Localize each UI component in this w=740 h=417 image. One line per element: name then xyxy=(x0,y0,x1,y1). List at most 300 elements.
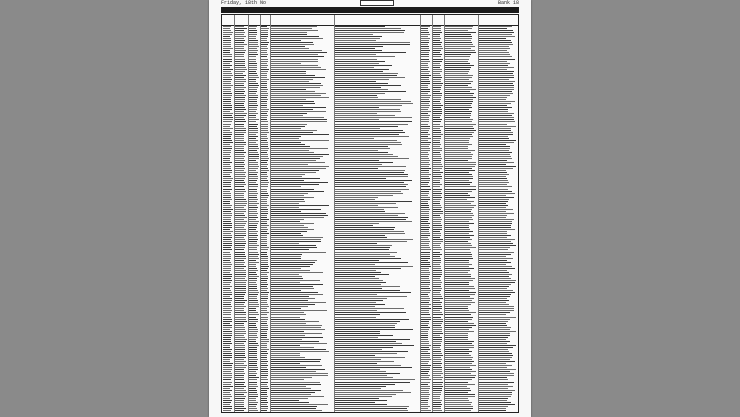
table-cell xyxy=(223,195,231,196)
table-cell xyxy=(433,229,442,230)
table-cell xyxy=(421,87,428,88)
table-cell xyxy=(445,363,472,364)
table-cell xyxy=(335,193,403,194)
table-cell xyxy=(421,182,429,183)
table-cell xyxy=(271,124,307,125)
table-cell xyxy=(235,335,244,336)
table-cell xyxy=(335,83,388,84)
table-cell xyxy=(479,252,514,253)
table-cell xyxy=(445,150,475,151)
table-cell xyxy=(235,101,245,102)
table-cell xyxy=(335,249,389,250)
table-cell xyxy=(479,357,512,358)
table-cell xyxy=(433,221,441,222)
table-cell xyxy=(261,225,269,226)
table-cell xyxy=(479,351,509,352)
table-cell xyxy=(223,304,231,305)
table-cell xyxy=(445,42,472,43)
table-cell xyxy=(421,252,430,253)
table-cell xyxy=(249,132,258,133)
table-cell xyxy=(421,227,430,228)
table-cell xyxy=(235,95,246,96)
table-cell xyxy=(261,180,268,181)
table-cell xyxy=(479,42,512,43)
table-cell xyxy=(335,180,412,181)
table-cell xyxy=(421,119,429,120)
table-cell xyxy=(335,113,377,114)
table-cell xyxy=(445,142,469,143)
table-cell xyxy=(479,272,509,273)
table-cell xyxy=(421,126,430,127)
table-cell xyxy=(261,101,267,102)
table-cell xyxy=(335,87,381,88)
table-cell xyxy=(479,217,506,218)
table-cell xyxy=(235,404,244,405)
table-cell xyxy=(445,119,473,120)
table-cell xyxy=(421,205,429,206)
table-cell xyxy=(335,138,374,139)
table-cell xyxy=(433,371,442,372)
table-cell xyxy=(479,276,509,277)
table-cell xyxy=(445,209,472,210)
table-cell xyxy=(271,398,308,399)
table-cell xyxy=(223,308,231,309)
table-cell xyxy=(421,266,431,267)
table-cell xyxy=(249,97,258,98)
table-cell xyxy=(433,284,441,285)
table-cell xyxy=(421,312,429,313)
table-cell xyxy=(335,317,376,318)
table-cell xyxy=(261,176,268,177)
table-cell xyxy=(261,390,267,391)
table-cell xyxy=(445,146,468,147)
table-cell xyxy=(261,191,267,192)
table-cell xyxy=(271,195,304,196)
table-cell xyxy=(445,144,472,145)
table-cell xyxy=(421,351,428,352)
table-cell xyxy=(261,400,267,401)
table-cell xyxy=(479,178,507,179)
table-cell xyxy=(271,258,301,259)
table-cell xyxy=(445,48,471,49)
table-cell xyxy=(261,174,267,175)
table-cell xyxy=(261,243,267,244)
table-cell xyxy=(249,99,257,100)
table-cell xyxy=(445,345,474,346)
table-cell xyxy=(445,390,471,391)
table-cell xyxy=(223,73,232,74)
table-cell xyxy=(445,361,474,362)
table-cell xyxy=(249,172,258,173)
table-cell xyxy=(261,237,267,238)
table-cell xyxy=(223,337,231,338)
table-cell xyxy=(271,180,304,181)
table-cell xyxy=(433,406,441,407)
table-cell xyxy=(479,345,516,346)
table-cell xyxy=(249,390,257,391)
table-cell xyxy=(249,386,258,387)
table-cell xyxy=(335,89,388,90)
table-cell xyxy=(433,124,440,125)
table-cell xyxy=(223,339,231,340)
table-cell xyxy=(271,184,319,185)
table-cell xyxy=(433,113,442,114)
table-cell xyxy=(335,134,399,135)
table-cell xyxy=(421,306,429,307)
table-cell xyxy=(235,36,246,37)
table-cell xyxy=(249,59,256,60)
table-cell xyxy=(479,156,511,157)
table-cell xyxy=(261,65,268,66)
table-cell xyxy=(235,377,244,378)
table-cell xyxy=(223,180,232,181)
table-cell xyxy=(249,197,257,198)
table-cell xyxy=(261,71,268,72)
table-cell xyxy=(223,44,231,45)
table-cell xyxy=(479,32,514,33)
column-divider xyxy=(248,15,249,412)
table-cell xyxy=(433,195,441,196)
table-cell xyxy=(421,223,430,224)
table-cell xyxy=(271,377,312,378)
table-cell xyxy=(479,26,512,27)
table-cell xyxy=(335,217,408,218)
table-cell xyxy=(271,144,305,145)
table-cell xyxy=(421,160,430,161)
table-cell xyxy=(235,107,245,108)
table-cell xyxy=(335,274,389,275)
table-cell xyxy=(445,211,471,212)
table-cell xyxy=(235,215,245,216)
table-cell xyxy=(421,148,430,149)
table-cell xyxy=(223,321,232,322)
table-cell xyxy=(433,359,442,360)
table-cell xyxy=(335,40,376,41)
table-cell xyxy=(335,254,390,255)
table-cell xyxy=(223,170,232,171)
table-cell xyxy=(235,61,245,62)
table-cell xyxy=(445,300,472,301)
table-cell xyxy=(479,231,507,232)
table-cell xyxy=(421,170,429,171)
table-cell xyxy=(223,365,232,366)
table-cell xyxy=(249,292,259,293)
table-cell xyxy=(223,254,231,255)
table-cell xyxy=(335,195,393,196)
table-cell xyxy=(261,209,268,210)
table-cell xyxy=(479,353,512,354)
table-cell xyxy=(249,280,257,281)
table-cell xyxy=(433,282,442,283)
table-cell xyxy=(433,237,440,238)
table-cell xyxy=(335,71,383,72)
table-cell xyxy=(223,396,232,397)
table-cell xyxy=(433,231,440,232)
table-cell xyxy=(445,288,475,289)
table-cell xyxy=(421,308,431,309)
table-cell xyxy=(271,361,320,362)
table-cell xyxy=(271,61,318,62)
table-cell xyxy=(271,239,321,240)
table-cell xyxy=(223,134,232,135)
table-cell xyxy=(223,349,232,350)
table-cell xyxy=(479,371,510,372)
table-cell xyxy=(249,379,257,380)
table-cell xyxy=(235,113,247,114)
table-cell xyxy=(335,373,400,374)
table-cell xyxy=(249,225,257,226)
table-cell xyxy=(433,63,440,64)
table-cell xyxy=(479,174,509,175)
table-cell xyxy=(479,298,507,299)
table-cell xyxy=(433,73,440,74)
table-cell xyxy=(421,302,429,303)
table-cell xyxy=(235,258,246,259)
table-cell xyxy=(261,298,268,299)
table-cell xyxy=(271,294,323,295)
table-cell xyxy=(445,138,470,139)
table-cell xyxy=(479,95,510,96)
table-cell xyxy=(445,270,470,271)
table-cell xyxy=(249,314,259,315)
table-cell xyxy=(249,400,256,401)
table-cell xyxy=(271,369,325,370)
table-cell xyxy=(421,339,428,340)
table-cell xyxy=(445,197,475,198)
table-cell xyxy=(335,241,407,242)
table-cell xyxy=(223,79,232,80)
table-cell xyxy=(421,408,428,409)
table-cell xyxy=(249,302,258,303)
table-cell xyxy=(249,337,258,338)
table-cell xyxy=(335,56,395,57)
table-cell xyxy=(261,130,268,131)
table-cell xyxy=(271,174,305,175)
table-cell xyxy=(235,144,246,145)
table-cell xyxy=(479,225,511,226)
table-cell xyxy=(433,375,441,376)
table-cell xyxy=(271,38,323,39)
table-cell xyxy=(433,308,442,309)
table-cell xyxy=(421,52,429,53)
table-cell xyxy=(223,117,233,118)
table-cell xyxy=(223,404,230,405)
table-cell xyxy=(235,199,246,200)
table-cell xyxy=(271,231,307,232)
table-cell xyxy=(235,254,245,255)
table-cell xyxy=(445,314,471,315)
table-cell xyxy=(335,388,381,389)
table-cell xyxy=(335,270,376,271)
table-cell xyxy=(421,270,429,271)
table-cell xyxy=(223,207,231,208)
table-cell xyxy=(421,152,428,153)
table-cell xyxy=(223,138,231,139)
table-cell xyxy=(271,164,308,165)
table-cell xyxy=(223,38,231,39)
table-cell xyxy=(445,406,473,407)
table-cell xyxy=(271,119,327,120)
table-cell xyxy=(235,357,246,358)
table-cell xyxy=(223,203,230,204)
table-cell xyxy=(479,219,514,220)
table-cell xyxy=(249,384,257,385)
table-cell xyxy=(433,121,441,122)
table-cell xyxy=(445,130,476,131)
table-cell xyxy=(433,252,440,253)
document-page[interactable] xyxy=(209,0,531,417)
table-cell xyxy=(445,30,468,31)
table-cell xyxy=(335,268,401,269)
table-cell xyxy=(421,201,428,202)
table-cell xyxy=(261,304,268,305)
table-cell xyxy=(433,170,440,171)
table-cell xyxy=(271,75,315,76)
table-cell xyxy=(421,150,430,151)
table-cell xyxy=(271,371,316,372)
table-cell xyxy=(479,158,512,159)
table-cell xyxy=(445,392,468,393)
table-cell xyxy=(261,398,267,399)
table-cell xyxy=(249,264,256,265)
table-cell xyxy=(223,119,233,120)
table-cell xyxy=(421,310,429,311)
table-cell xyxy=(249,329,258,330)
table-cell xyxy=(261,325,268,326)
table-cell xyxy=(433,331,442,332)
table-cell xyxy=(433,225,442,226)
table-cell xyxy=(445,180,469,181)
table-cell xyxy=(271,254,302,255)
table-cell xyxy=(261,166,267,167)
table-cell xyxy=(235,304,244,305)
table-cell xyxy=(445,140,469,141)
table-cell xyxy=(249,160,256,161)
table-cell xyxy=(421,345,431,346)
table-cell xyxy=(235,174,245,175)
table-cell xyxy=(249,85,259,86)
table-cell xyxy=(235,262,245,263)
table-cell xyxy=(223,111,230,112)
table-cell xyxy=(271,160,316,161)
table-cell xyxy=(433,201,440,202)
table-cell xyxy=(445,319,472,320)
table-cell xyxy=(421,109,428,110)
table-cell xyxy=(445,304,471,305)
table-cell xyxy=(421,71,430,72)
table-cell xyxy=(235,34,244,35)
table-cell xyxy=(235,353,245,354)
table-cell xyxy=(335,272,381,273)
table-cell xyxy=(249,142,256,143)
table-cell xyxy=(421,46,429,47)
table-cell xyxy=(421,89,430,90)
table-cell xyxy=(335,327,395,328)
table-cell xyxy=(271,247,317,248)
table-cell xyxy=(335,260,379,261)
table-cell xyxy=(479,310,514,311)
table-cell xyxy=(249,361,257,362)
table-cell xyxy=(235,119,245,120)
table-cell xyxy=(479,254,511,255)
table-cell xyxy=(335,32,404,33)
table-cell xyxy=(235,50,246,51)
table-cell xyxy=(223,95,232,96)
table-cell xyxy=(479,154,510,155)
table-cell xyxy=(335,262,408,263)
table-cell xyxy=(235,223,246,224)
table-cell xyxy=(235,286,246,287)
table-cell xyxy=(445,221,469,222)
table-cell xyxy=(249,93,256,94)
table-cell xyxy=(261,144,268,145)
table-cell xyxy=(445,294,475,295)
table-cell xyxy=(433,211,443,212)
table-cell xyxy=(433,367,442,368)
table-cell xyxy=(271,148,328,149)
table-cell xyxy=(271,101,314,102)
table-cell xyxy=(249,256,258,257)
table-cell xyxy=(335,239,413,240)
table-cell xyxy=(433,205,441,206)
table-cell xyxy=(479,249,508,250)
table-cell xyxy=(249,319,258,320)
table-cell xyxy=(433,245,440,246)
table-cell xyxy=(235,115,246,116)
table-cell xyxy=(445,254,472,255)
table-cell xyxy=(249,65,257,66)
table-cell xyxy=(445,262,469,263)
table-cell xyxy=(271,30,318,31)
table-cell xyxy=(479,28,507,29)
table-cell xyxy=(261,233,269,234)
table-cell xyxy=(445,154,473,155)
table-cell xyxy=(421,107,429,108)
table-cell xyxy=(223,107,232,108)
table-cell xyxy=(261,310,267,311)
table-cell xyxy=(261,396,268,397)
table-cell xyxy=(479,349,508,350)
table-cell xyxy=(261,87,267,88)
table-cell xyxy=(223,113,233,114)
table-cell xyxy=(479,394,512,395)
table-cell xyxy=(421,359,431,360)
table-cell xyxy=(445,105,471,106)
table-cell xyxy=(235,410,244,411)
table-cell xyxy=(445,331,474,332)
table-cell xyxy=(479,71,514,72)
table-cell xyxy=(271,219,304,220)
table-cell xyxy=(445,394,475,395)
table-cell xyxy=(261,302,267,303)
table-cell xyxy=(261,359,267,360)
table-cell xyxy=(261,119,267,120)
table-cell xyxy=(223,252,230,253)
table-cell xyxy=(445,172,469,173)
table-cell xyxy=(421,32,429,33)
table-row xyxy=(222,410,518,412)
table-cell xyxy=(223,69,233,70)
table-cell xyxy=(249,162,258,163)
table-cell xyxy=(223,61,232,62)
table-cell xyxy=(249,367,258,368)
table-cell xyxy=(335,115,395,116)
table-cell xyxy=(445,111,472,112)
table-cell xyxy=(433,164,442,165)
table-cell xyxy=(223,156,231,157)
table-cell xyxy=(235,384,244,385)
table-cell xyxy=(479,361,515,362)
